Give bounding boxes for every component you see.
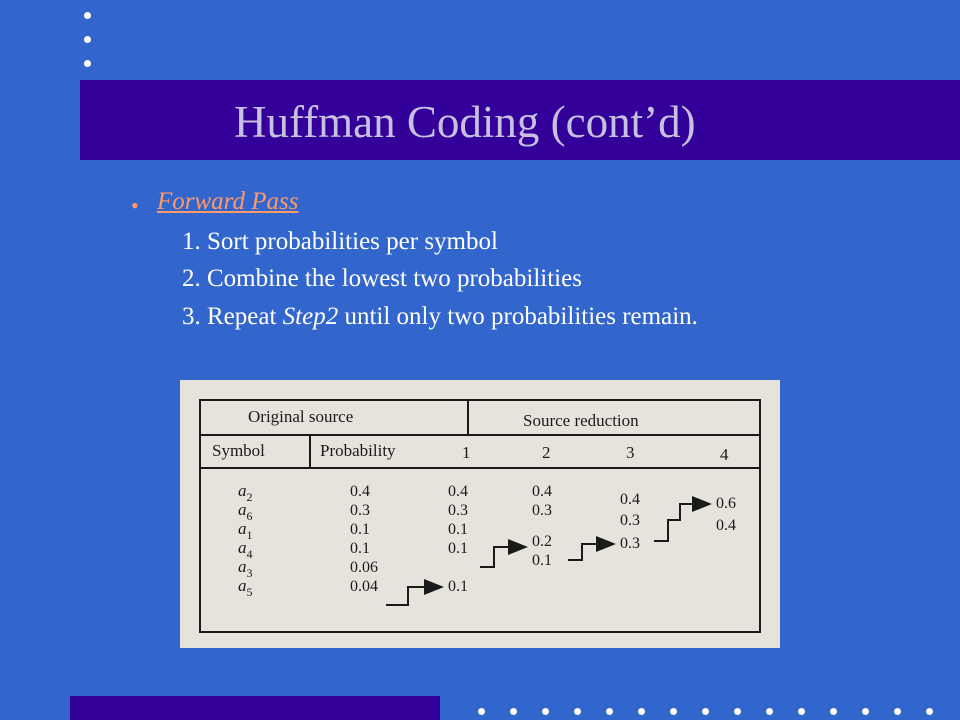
step-3: [182, 303, 698, 331]
reduction-2-cell: 0.4: [532, 483, 552, 500]
decorative-dot: [894, 708, 901, 715]
decorative-dot: [830, 708, 837, 715]
col-reduction-3: 3: [626, 443, 635, 462]
bullet-icon: •: [131, 193, 139, 218]
col-probability: Probability: [320, 441, 396, 460]
bottom-bar: [70, 696, 440, 720]
reduction-3-cell: 0.3: [620, 512, 640, 529]
huffman-table-svg: [180, 380, 780, 648]
step-1: [182, 228, 498, 256]
combine-arrow: [654, 504, 710, 541]
reduction-4-cell: 0.4: [716, 517, 736, 534]
decorative-dot: [510, 708, 517, 715]
huffman-table-figure: [180, 380, 780, 648]
reduction-2-cell: 0.1: [532, 552, 552, 569]
probability-cell: 0.4: [350, 483, 370, 500]
decorative-dot: [734, 708, 741, 715]
reduction-1-cell: 0.4: [448, 483, 468, 500]
decorative-dot: [84, 60, 91, 67]
slide-title: Huffman Coding (cont’d): [234, 97, 696, 147]
col-symbol: Symbol: [212, 441, 265, 460]
reduction-3-cell: 0.3: [620, 535, 640, 552]
reduction-1-cell: 0.1: [448, 578, 468, 595]
decorative-dot: [574, 708, 581, 715]
step-text: 2. Combine the lowest two probabilities: [182, 265, 582, 292]
symbol-cell: $a_6$: [238, 500, 253, 523]
reduction-3-cell: 0.4: [620, 491, 640, 508]
decorative-dot: [84, 36, 91, 43]
symbol-cell: $a_3$: [238, 557, 253, 580]
col-reduction-1: 1: [462, 443, 471, 462]
reduction-2-cell: 0.3: [532, 502, 552, 519]
header-original-source: Original source: [248, 407, 354, 426]
reduction-2-cell: 0.2: [532, 533, 552, 550]
decorative-dot: [926, 708, 933, 715]
decorative-dot: [478, 708, 485, 715]
probability-cell: 0.06: [350, 559, 378, 576]
forward-pass-link[interactable]: Forward Pass: [157, 188, 299, 215]
step-2: [182, 265, 582, 293]
symbol-cell: $a_4$: [238, 538, 253, 561]
col-reduction-2: 2: [542, 443, 551, 462]
decorative-dot: [84, 12, 91, 19]
probability-cell: 0.1: [350, 521, 370, 538]
reduction-4-cell: 0.6: [716, 495, 736, 512]
decorative-dot: [766, 708, 773, 715]
probability-cell: 0.04: [350, 578, 378, 595]
decorative-dot: [606, 708, 613, 715]
symbol-cell: $a_1$: [238, 519, 253, 542]
reduction-1-cell: 0.1: [448, 521, 468, 538]
reduction-1-cell: 0.3: [448, 502, 468, 519]
step-emphasis: Step2: [282, 303, 339, 330]
combine-arrow: [480, 547, 526, 567]
decorative-dot: [862, 708, 869, 715]
step-text: until only two probabilities remain.: [338, 303, 698, 330]
step-text: 1. Sort probabilities per symbol: [182, 228, 498, 255]
probability-cell: 0.1: [350, 540, 370, 557]
decorative-dot: [702, 708, 709, 715]
decorative-dot: [670, 708, 677, 715]
step-text: 3. Repeat: [182, 303, 283, 330]
col-reduction-4: 4: [720, 445, 729, 464]
decorative-dot: [638, 708, 645, 715]
symbol-cell: $a_2$: [238, 481, 253, 504]
combine-arrow: [386, 587, 442, 605]
reduction-1-cell: 0.1: [448, 540, 468, 557]
decorative-dot: [542, 708, 549, 715]
combine-arrow: [568, 544, 614, 560]
symbol-cell: $a_5$: [238, 576, 253, 599]
header-source-reduction: Source reduction: [523, 411, 639, 430]
decorative-dot: [798, 708, 805, 715]
probability-cell: 0.3: [350, 502, 370, 519]
